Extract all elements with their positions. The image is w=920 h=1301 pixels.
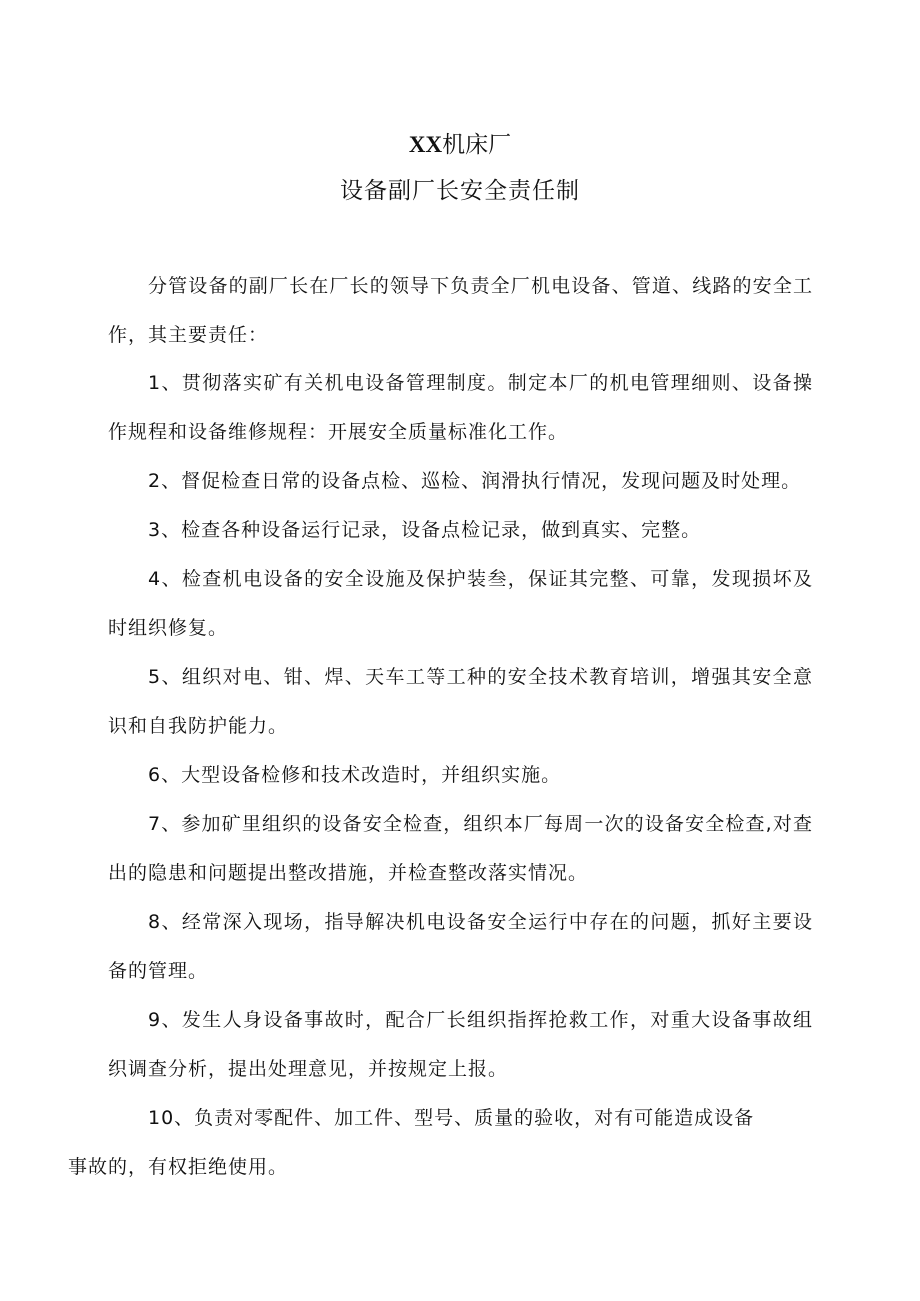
company-prefix: XX: [408, 132, 443, 157]
company-name: [0, 130, 920, 160]
responsibility-item-1: 1、贯彻落实矿有关机电设备管理制度。制定本厂的机电管理细则、设备操作规程和设备维修规程：开展安全质量标准化工作。: [108, 372, 813, 443]
intro-paragraph: 分管设备的副厂长在厂长的领导下负责全厂机电设备、管道、线路的安全工作，其主要责任：: [108, 275, 813, 346]
responsibility-item-3: 3、检查各种设备运行记录，设备点检记录，做到真实、完整。: [148, 519, 702, 541]
document-title: 设备副厂长安全责任制: [340, 178, 580, 204]
responsibility-item-9: 9、发生人身设备事故时，配合厂长组织指挥抢救工作，对重大设备事故组织调查分析，提出处理意见，并按规定上报。: [108, 1009, 813, 1080]
item-10-line-2: 事故的，有权拒绝使用。: [68, 1156, 289, 1178]
responsibility-item-8: 8、经常深入现场，指导解决机电设备安全运行中存在的问题，抓好主要设备的管理。: [108, 911, 813, 982]
responsibility-item-4: 4、检查机电设备的安全设施及保护装叁，保证其完整、可靠，发现损坏及时组织修复。: [108, 568, 813, 639]
responsibility-item-5: 5、组织对电、钳、焊、天车工等工种的安全技术教育培训，增强其安全意识和自我防护能力。: [108, 666, 813, 737]
responsibility-item-10: [68, 1094, 813, 1192]
company-suffix: 机床厂: [442, 132, 512, 158]
responsibility-item-6: 6、大型设备检修和技术改造时，并组织实施。: [148, 764, 562, 786]
item-10-line-1: 10、负责对零配件、加工件、型号、质量的验收，对有可能造成设备: [148, 1107, 755, 1129]
responsibility-item-7: 7、参加矿里组织的设备安全检查，组织本厂每周一次的设备安全检查,对查出的隐患和问题提出整改措施，并检查整改落实情况。: [108, 813, 813, 884]
responsibility-item-2: 2、督促检查日常的设备点检、巡检、润滑执行情况，发现问题及时处理。: [148, 470, 802, 492]
